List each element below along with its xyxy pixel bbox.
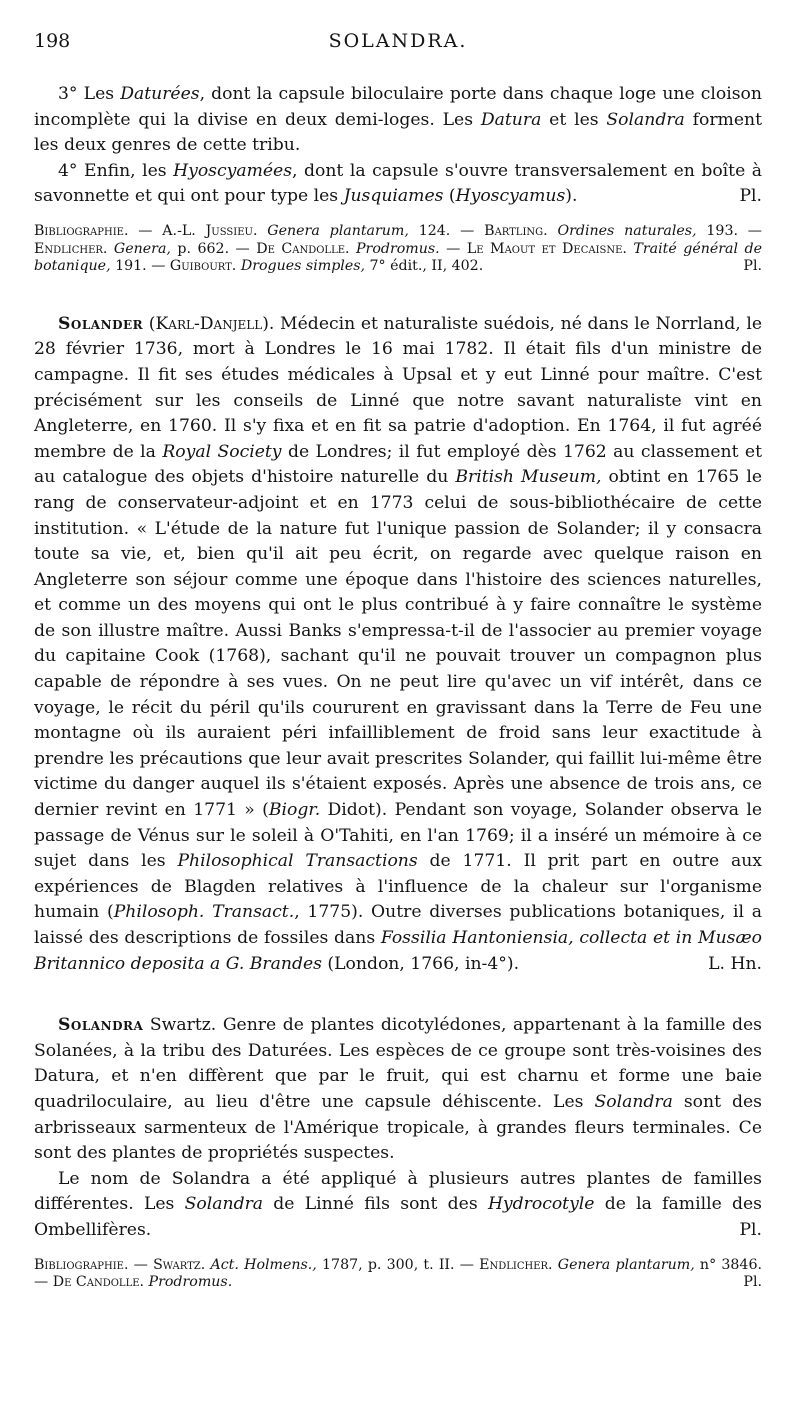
paragraph-daturees: 3° Les Daturées, dont la capsule biloculaire porte dans chaque loge une cloison incomplète qui la divise en deux demi-loges. Les Datura et les Solandra forment les deux genres de cette tribu.: [34, 84, 762, 156]
signature: Pl.: [739, 186, 762, 207]
signature: Pl.: [739, 1219, 762, 1240]
signature: Pl.: [743, 1274, 762, 1291]
running-title: SOLANDRA.: [328, 30, 468, 52]
entry-solander: Solander (Karl-Danjell). Médecin et naturaliste suédois, né dans le Norrland, le 28 février 1736, mort à Londres le 16 mai 1782. Il était fils d'un ministre de campagne. Il fit ses études médicales à Upsal et y eut Linné pour maître. C'est précisément sur les conseils de Linné que notre savant naturaliste vint en Angleterre, en 1760. Il s'y fixa et en fit sa patrie d'adoption. En 1764, il fut agréé membre de la Royal Society de Londres; il fut employé dès 1762 au classement et au catalogue des objets d'histoire naturelle du British Museum, obtint en 1765 le rang de conservateur-adjoint et en 1773 celui de sous-bibliothécaire de cette institution. « L'étude de la nature fut l'unique passion de Solander; il y consacra toute sa vie, et, bien qu'il ait peu écrit, on regarde avec quelque raison en Angleterre son séjour comme une époque dans l'histoire des sciences naturelles, et comme un des moyens qui ont le plus contribué à y faire connaître le système de son illustre maître. Aussi Banks s'empressa-t-il de l'associer au premier voyage du capitaine Cook (1768), sachant qu'il ne pouvait trouver un compagnon plus capable de répondre à ses vues. On ne peut lire qu'avec un vif intérêt, dans ce voyage, le récit du péril qu'ils coururent en gravissant dans la Terre de Feu une montagne où ils auraient péri infailliblement de froid sans leur exactitude à prendre les précautions que leur avait prescrites Solander, qui faillit lui-même être victime du danger auquel ils s'étaient exposés. Après une absence de trois ans, ce dernier revint en 1771 » (Biogr. Didot). Pendant son voyage, Solander observa le passage de Vénus sur le soleil à O'Tahiti, en l'an 1769; il a inséré un mémoire à ce sujet dans les Philosophical Transactions de 1771. Il prit part en outre aux expériences de Blagden relatives à l'influence de la chaleur sur l'organisme humain (Philosoph. Transact., 1775). Outre diverses publications botaniques, il a laissé des descriptions de fossiles dans Fossilia Hantoniensia, collecta et in Musæo Britannico deposita a G. Brandes (London, 1766, in-4°). L. Hn.: [34, 312, 762, 977]
paragraph-solandra-names: Le nom de Solandra a été appliqué à plusieurs autres plantes de familles différentes. Les Solandra de Linné fils sont des Hydrocotyle de la famille des Ombellifères. Pl.: [34, 1167, 762, 1244]
headword-solandra: Solandra: [58, 1015, 144, 1036]
bibliography-solanees: Bibliographie. — A.-L. Jussieu. Genera plantarum, 124. — Bartling. Ordines naturales, 193. — Endlicher. Genera, p. 662. — De Candolle. Prodromus. — Le Maout et Decaisne. Traité général de botanique, 191. — Guibourt. Drogues simples, 7° édit., II, 402. Pl.: [34, 222, 762, 275]
signature: L. Hn.: [708, 953, 762, 974]
paragraph-hyoscyamees: 4° Enfin, les Hyoscyamées, dont la capsule s'ouvre transversalement en boîte à savonnette et qui ont pour type les Jusquiames (Hyoscyamus). Pl.: [34, 159, 762, 210]
entry-solandra: Solandra Swartz. Genre de plantes dicotylédones, appartenant à la famille des Solanées, à la tribu des Daturées. Les espèces de ce groupe sont très-voisines des Datura, et n'en diffèrent que par le fruit, qui est charnu et forme une baie quadriloculaire, au lieu d'être une capsule déhiscente. Les Solandra sont des arbrisseaux sarmenteux de l'Amérique tropicale, à grandes fleurs terminales. Ce sont des plantes de propriétés suspectes.: [34, 1015, 762, 1164]
running-head: [34, 30, 762, 58]
bibliography-solandra: Bibliographie. — Swartz. Act. Holmens., 1787, p. 300, t. II. — Endlicher. Genera plantarum, n° 3846. — De Candolle. Prodromus. Pl.: [34, 1256, 762, 1291]
page-number: 198: [34, 30, 71, 52]
signature: Pl.: [743, 258, 762, 275]
headword-solander: Solander: [58, 313, 144, 334]
